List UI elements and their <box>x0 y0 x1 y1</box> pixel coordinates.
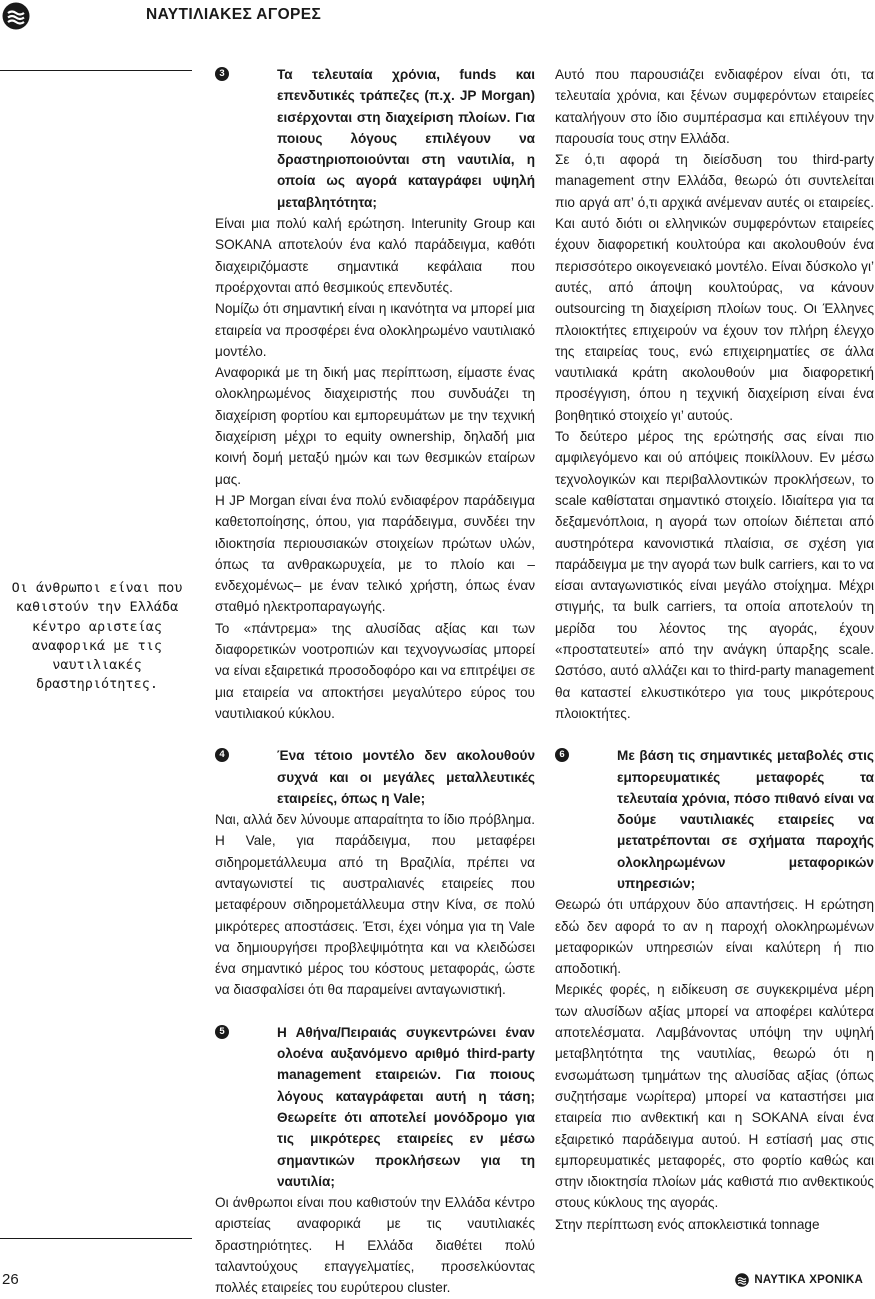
question-6 <box>555 745 874 894</box>
wave-circle-icon <box>735 1273 749 1287</box>
question-number-5: 5 <box>215 1025 229 1039</box>
section-title: ΝΑΥΤΙΛΙΑΚΕΣ ΑΓΟΡΕΣ <box>146 6 322 23</box>
question-4 <box>215 745 535 809</box>
answer-paragraph: Μερικές φορές, η ειδίκευση σε συγκεκριμένα μέρη των αλυσίδων αξίας μπορεί να αποφέρει καλύτερα αποτελέσματα. Λαμβάνοντας υπόψη την υψηλή μεταβλητότητα της ναυτιλίας, θεωρώ ότι η ενσωμάτωση τμημάτων της αλυσίδας αξίας (όπως συζητήσαμε νωρίτερα) μπορεί να καταστήσει μια εταιρεία πιο ανθεκτική και η SOKANA είναι ένα εξαιρετικό παράδειγμα αυτού. Η εστίασή μας στις εμπορευματικές μεταφορές, στο φορτίο καθώς και στην ιδιοκτησία πλοίων μάς καθιστά πιο ανθεκτικούς στους κύκλους της αγοράς. <box>555 982 874 1211</box>
answer-paragraph: Ναι, αλλά δεν λύνουμε απαραίτητα το ίδιο πρόβλημα. Η Vale, για παράδειγμα, που μεταφέρει σιδηρομετάλλευμα από τη Βραζιλία, πρέπει να ανταγωνιστεί τις αυστραλιανές εταιρείες που μεταφέρουν σιδηρομετάλλευμα στην Κίνα, σε πολύ μικρότερες αποστάσεις. Έτσι, έχει νόημα για τη Vale να δημιουργήσει προβλεψιμότητα και να κλειδώσει ένα σημαντικό μέρος του κόστους μεταφοράς, ώστε να διασφαλίσει ότι θα παραμείνει ανταγωνιστική. <box>215 812 535 998</box>
question-text: Με βάση τις σημαντικές μεταβολές στις εμπορευματικές μεταφορές τα τελευταία χρόνια, πόσο πιθανό είναι να δούμε ναυτιλιακές εταιρείες να μετατρέπονται σε σχήματα παροχής ολοκληρωμένων μεταφορικών υπηρεσιών; <box>617 748 874 891</box>
question-text: Τα τελευταία χρόνια, funds και επενδυτικές τράπεζες (π.χ. JP Morgan) εισέρχονται στη διαχείριση πλοίων. Για ποιους λόγους επιλέγουν να δραστηριοποιούνται στη ναυτιλία, η οποία ως αγορά καταγράφει υψηλή μεταβλητότητα; <box>277 67 535 210</box>
answer-paragraph: Οι άνθρωποι είναι που καθιστούν την Ελλάδα κέντρο αριστείας αναφορικά με τις ναυτιλιακές δραστηριότητες. Η Ελλάδα διαθέτει πολύ ταλαντούχους επαγγελματίες, προσελκύοντας πολλές εταιρείες του ευρύτερου cluster. <box>215 1195 535 1296</box>
question-3 <box>215 64 535 213</box>
question-number-6: 6 <box>555 748 569 762</box>
qa-block-4 <box>215 745 535 1001</box>
answer-paragraph: Η JP Morgan είναι ένα πολύ ενδιαφέρον παράδειγμα καθετοποίησης, όπου, για παράδειγμα, συνδέει την ιδιοκτησία περιουσιακών στοιχείων πρώτων υλών, όπως τα ανθρακωρυχεία, με το πλοίο και –ενδεχομένως– με έναν τελικό χρήστη, όπως έναν σταθμό ηλεκτροπαραγωγής. <box>215 492 535 615</box>
margin-rule-top <box>0 70 192 71</box>
column-2 <box>555 64 874 1235</box>
answer-paragraph: Το «πάντρεμα» της αλυσίδας αξίας και των διαφορετικών νοοτροπιών και τεχνογνωσίας μπορεί να είναι εξαιρετικά προσοδοφόρο και να επιτρέψει σε μια εταιρεία να αποκτήσει μεγαλύτερο εύρος του ναυτιλιακού κύκλου. <box>215 620 535 721</box>
question-text: Η Αθήνα/Πειραιάς συγκεντρώνει έναν ολοένα αυξανόμενο αριθμό third-party management εταιρειών. Για ποιους λόγους καταγράφεται αυτή η τάση; Θεωρείτε ότι αποτελεί μονόδρομο για τις μικρότερες εταιρείες εν μέσω σημαντικών προκλήσεων για τη ναυτιλία; <box>277 1024 535 1189</box>
question-number-4: 4 <box>215 748 229 762</box>
answer-paragraph: Στην περίπτωση ενός αποκλειστικά tonnage <box>555 1216 820 1232</box>
answer-paragraph: Θεωρώ ότι υπάρχουν δύο απαντήσεις. Η ερώτηση εδώ δεν αφορά το αν η παροχή ολοκληρωμένων μεταφορικών υπηρεσιών είναι καλύτερη ή πιο αποδοτική. <box>555 897 874 977</box>
answer-paragraph: Σε ό,τι αφορά τη διείσδυση του third-party management στην Ελλάδα, θεωρώ ότι συντελείται πιο αργά απ’ ό,τι αρχικά ανέμεναν αυτές οι εταιρείες. Και αυτό διότι οι ελληνικών συμφερόντων εταιρείες έχουν διαφορετική κουλτούρα και ακολουθούν ένα περισσότερο οικογενειακό μοντέλο. Είναι δύσκολο γι’ αυτές, από άποψη κουλτούρας, να κάνουν outsourcing τη διαχείριση πλοίων τους. Οι Έλληνες πλοιοκτήτες επιχειρούν να έχουν τον πλήρη έλεγχο της εταιρείας τους, ενώ επιχειρηματίες σε άλλα ναυτιλιακά κράτη ακολουθούν μια διαφορετική προσέγγιση, όπου η τεχνική διαχείριση είναι ένα βοηθητικό στοιχείο γι’ αυτούς. <box>555 152 874 423</box>
column-1 <box>215 64 535 1299</box>
answer-paragraph: Νομίζω ότι σημαντική είναι η ικανότητα να μπορεί μια εταιρεία να προσφέρει ένα ολοκληρωμένο ναυτιλιακό μοντέλο. <box>215 301 535 359</box>
page-header <box>0 0 875 34</box>
answer-paragraph: Είναι μια πολύ καλή ερώτηση. Interunity Group και SOKANA αποτελούν ένα καλό παράδειγμα, καθότι διαχειριζόμαστε σημαντικά κεφάλαια που προέρχονται από θεσμικούς επενδυτές. <box>215 216 535 295</box>
answer-paragraph: Αναφορικά με τη δική μας περίπτωση, είμαστε ένας ολοκληρωμένος διαχειριστής που συνδυάζει τη διαχείριση φορτίου και εμπορευμάτων με την τεχνική διαχείριση μέχρι το equity ownership, δηλαδή μια κοινή δομή μεταξύ ημών και των θεσμικών εταίρων μας. <box>215 365 535 487</box>
margin-rule-bottom <box>0 1238 192 1239</box>
qa-block-6 <box>555 745 874 1235</box>
wave-circle-icon <box>2 2 30 30</box>
brand-name: ΝΑΥΤΙΚΑ ΧΡΟΝΙΚΑ <box>754 1274 863 1286</box>
answer-paragraph: Αυτό που παρουσιάζει ενδιαφέρον είναι ότι, τα τελευταία χρόνια, και ξένων συμφερόντων εταιρείες καταλήγουν στο ίδιο συμπέρασμα και επιλέγουν την παρουσία τους στην Ελλάδα. <box>555 67 874 146</box>
question-number-3: 3 <box>215 67 229 81</box>
answer-paragraph: Το δεύτερο μέρος της ερώτησής σας είναι πιο αμφιλεγόμενο και ού απόψεις ποικίλλουν. Εν μέσω τεχνολογικών και περιβαλλοντικών προκλήσεων, το scale καθίσταται σημαντικό στοιχείο. Ιδιαίτερα για τα δεξαμενόπλοια, η αγορά των οποίων διέπεται από αυστηρότερα κανονιστικά πλαίσια, σε σχέση για παράδειγμα με την αγορά των bulk carriers, και το να είσαι ανταγωνιστικός είναι μεγάλο στοίχημα. Μέχρι στιγμής, τα bulk carriers, τα οποία αποτελούν τη μερίδα του λέοντος της αγοράς, έχουν «προστατευτεί» από την ανάγκη ύπαρξης scale. Ωστόσο, αυτό αλλάζει και το third-party management θα καταστεί ελκυστικότερο για τους μικρότερους πλοιοκτήτες. <box>555 429 874 721</box>
footer-brand <box>735 1273 863 1287</box>
question-5 <box>215 1022 535 1192</box>
qa-block-3 <box>215 64 535 724</box>
pull-quote: Οι άνθρωποι είναι που καθιστούν την Ελλάδα κέντρο αριστείας αναφορικά με τις ναυτιλιακές δραστηριότητες. <box>11 580 183 693</box>
page-number: 26 <box>2 1271 19 1288</box>
question-text: Ένα τέτοιο μοντέλο δεν ακολουθούν συχνά και οι μεγάλες μεταλλευτικές εταιρείες, όπως η Vale; <box>277 748 535 806</box>
qa-block-5 <box>215 1022 535 1299</box>
